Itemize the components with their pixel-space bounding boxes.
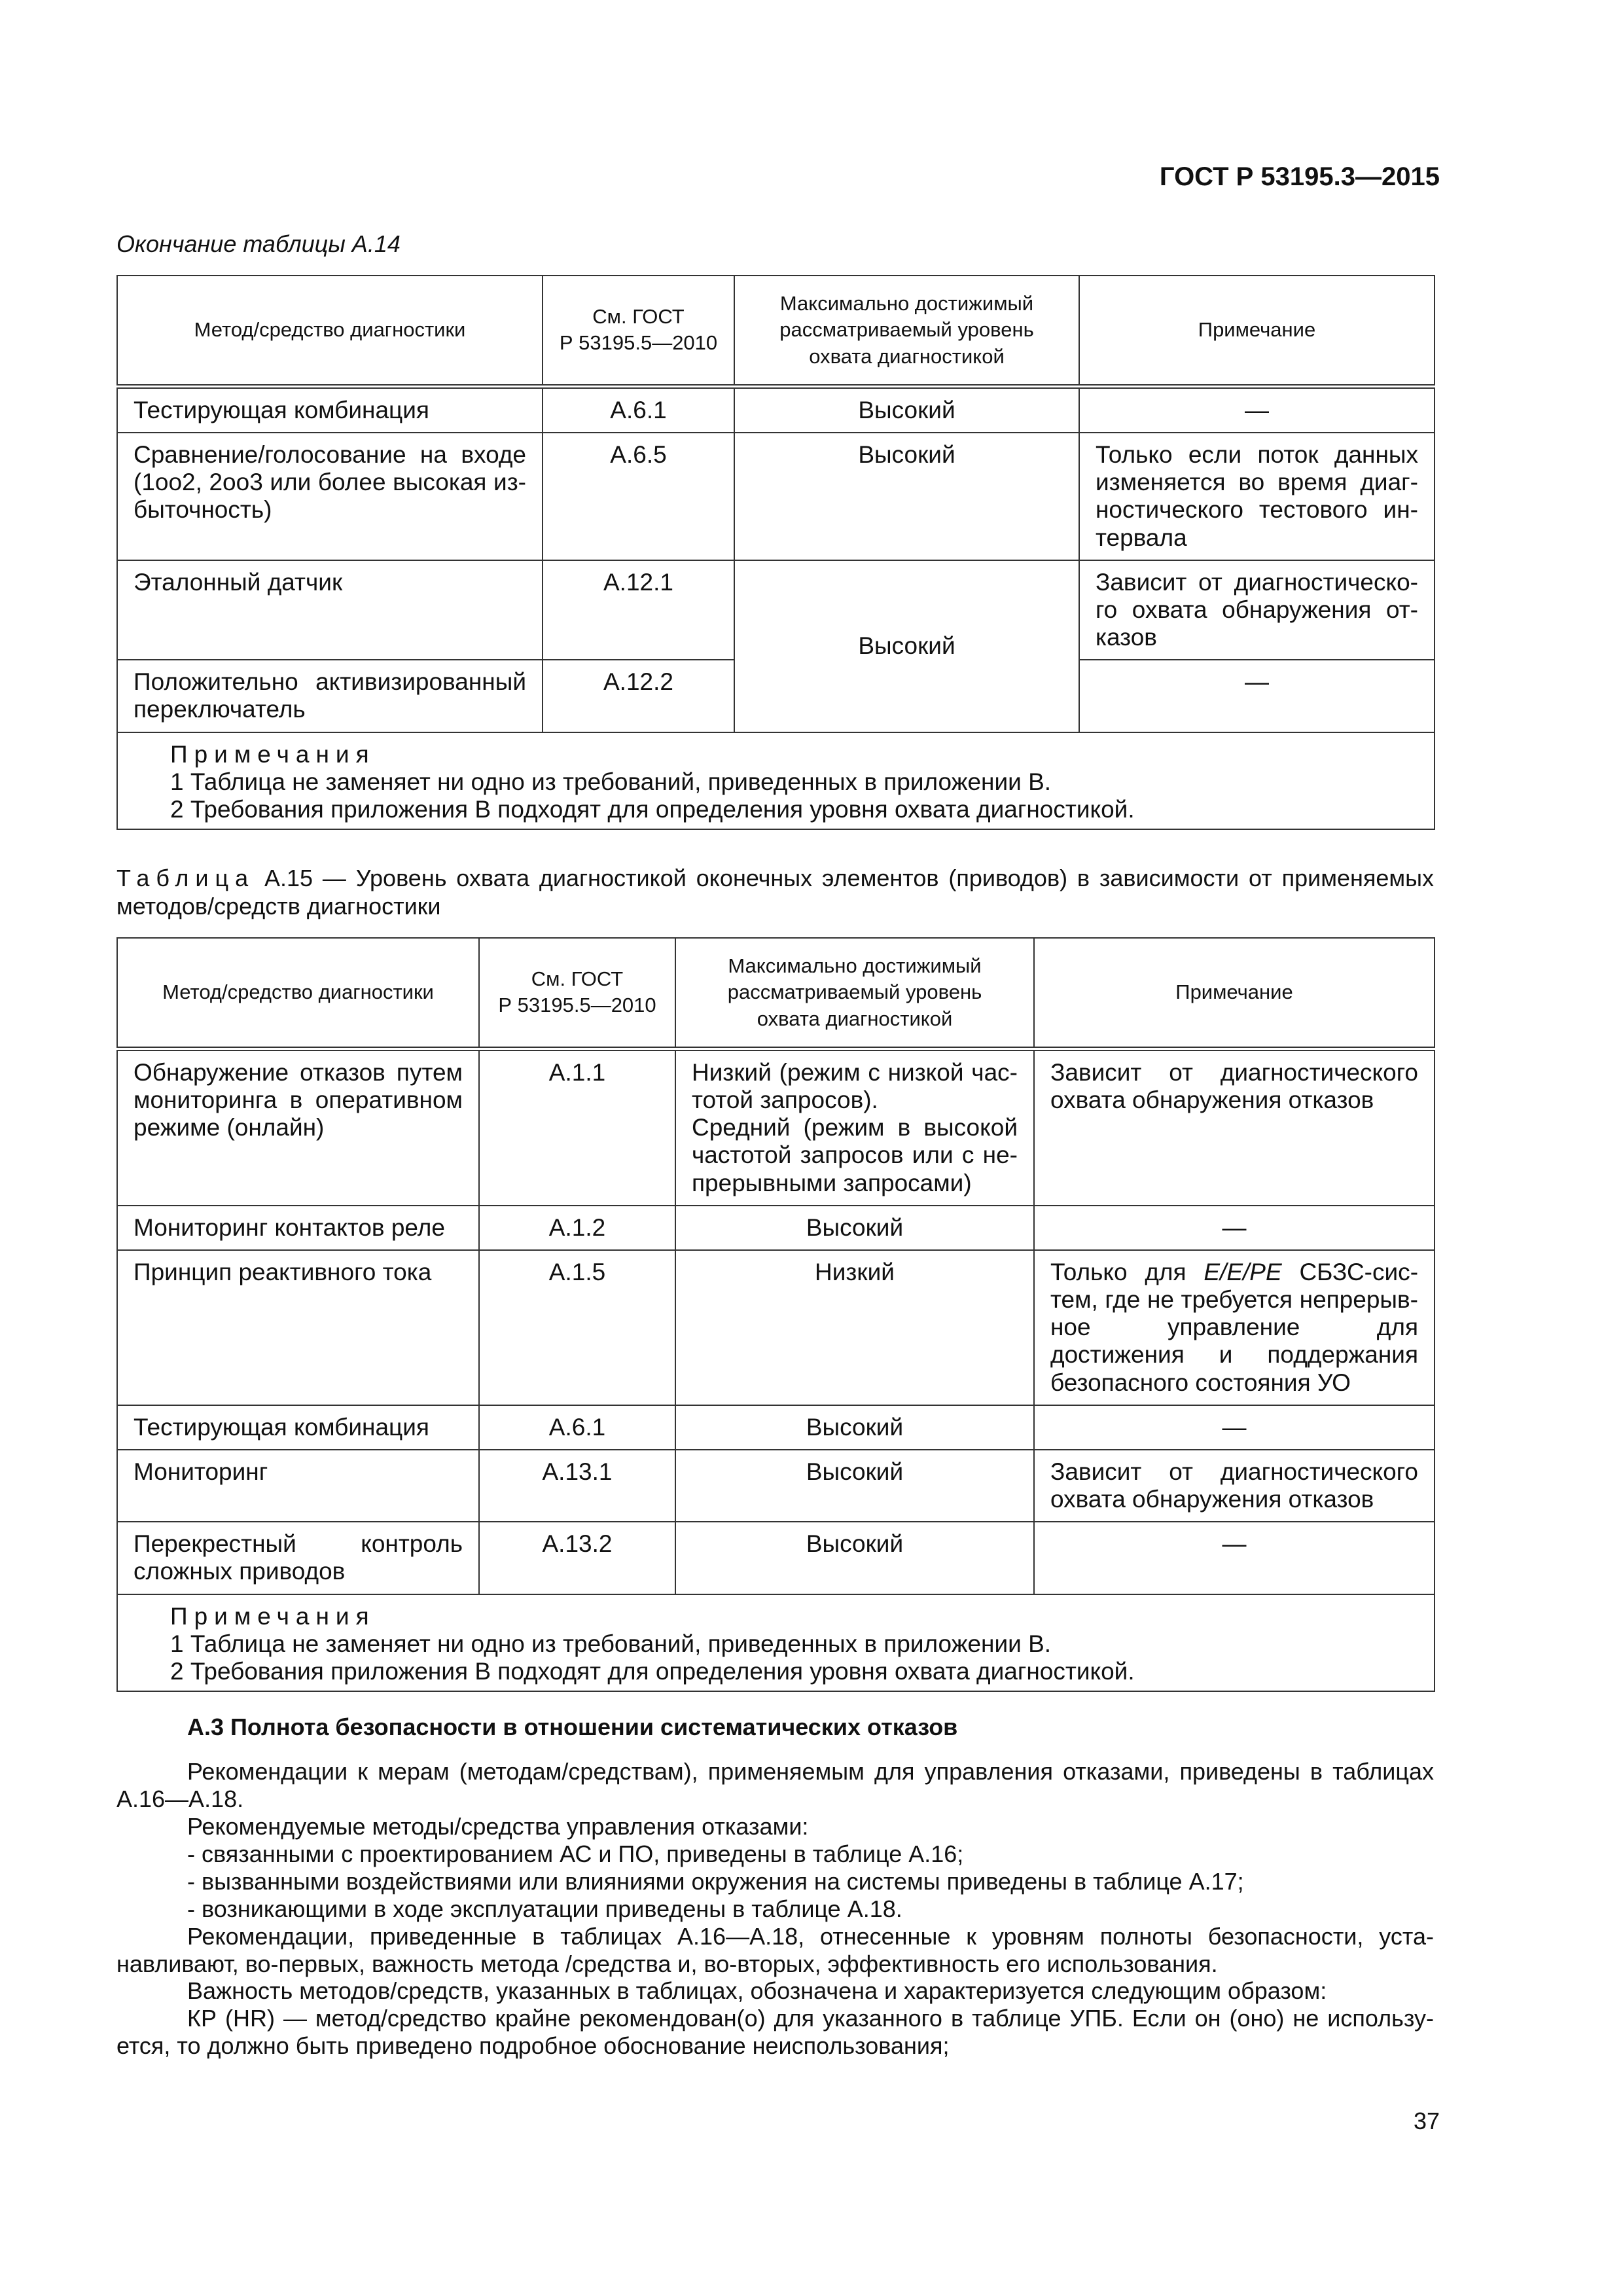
notes-title: Примечания: [170, 740, 376, 768]
cell-reference: А.12.2: [543, 660, 734, 732]
cell-reference: А.1.2: [479, 1206, 675, 1250]
cell-note: Только для Е/Е/РЕ СБЗС-систем, где не требуется непрерывное управление для достижения и поддержания безопасного состояния УО: [1034, 1250, 1435, 1405]
cell-level: Высокий: [675, 1522, 1034, 1594]
cell-note: —: [1034, 1522, 1435, 1594]
cell-level: Высокий: [675, 1206, 1034, 1250]
cell-note: Зависит от диагностического охвата обнаружения отказов: [1079, 560, 1435, 660]
table-notes-row: [117, 1594, 1435, 1692]
column-header-note: Примечание: [1079, 276, 1435, 386]
table-row: [117, 1450, 1435, 1522]
cell-method: Мониторинг: [117, 1450, 479, 1522]
cell-method: Тестирующая комбинация: [117, 386, 543, 433]
cell-reference: А.13.2: [479, 1522, 675, 1594]
cell-level: Низкий (режим с низкой частотой запросов). Средний (режим в высокой частотой запросов или с непрерывными запросами): [675, 1049, 1034, 1205]
cell-level: Высокий: [675, 1405, 1034, 1450]
paragraph: Рекомендации, приведенные в таблицах А.16—А.18, отнесенные к уровням полноты безопасности, устанавливают, во-первых, важность метода /средства и, во-вторых, эффективность его использования.: [116, 1922, 1434, 1977]
cell-note: Зависит от диагностического охвата обнаружения отказов: [1034, 1450, 1435, 1522]
paragraph: Рекомендуемые методы/средства управления отказами:: [187, 1812, 809, 1840]
table-header-row: [117, 276, 1435, 386]
cell-level-merged: Высокий: [734, 560, 1079, 732]
paragraph: Важность методов/средств, указанных в таблицах, обозначена и характеризуется следующим образом:: [187, 1977, 1327, 2005]
table-row: [117, 1250, 1435, 1405]
table-notes: [117, 732, 1435, 830]
cell-reference: А.6.1: [479, 1405, 675, 1450]
table-row: [117, 1522, 1435, 1594]
cell-method: Положительно активизированный переключатель: [117, 660, 543, 732]
cell-level: Высокий: [734, 386, 1079, 433]
section-a3: [116, 1713, 1434, 2060]
cell-reference: А.13.1: [479, 1450, 675, 1522]
paragraph: Рекомендации к мерам (методам/средствам), применяемым для управления отказами, приведены в таблицах А.16—А.18.: [116, 1757, 1434, 1812]
column-header-note: Примечание: [1034, 938, 1435, 1049]
cell-note: Зависит от диагностического охвата обнаружения отказов: [1034, 1049, 1435, 1205]
cell-reference: А.12.1: [543, 560, 734, 660]
page-number: 37: [1413, 2108, 1440, 2134]
cell-method: Сравнение/голосование на входе (1оо2, 2оо3 или более высокая избыточность): [117, 433, 543, 560]
cell-method: Мониторинг контактов реле: [117, 1206, 479, 1250]
cell-note: —: [1079, 660, 1435, 732]
column-header-method: Метод/средство диагностики: [117, 938, 479, 1049]
cell-method: Принцип реактивного тока: [117, 1250, 479, 1405]
list-item: - возникающими в ходе эксплуатации приведены в таблице А.18.: [187, 1895, 902, 1922]
cell-note: —: [1079, 386, 1435, 433]
cell-reference: А.1.1: [479, 1049, 675, 1205]
column-header-reference: См. ГОСТ Р 53195.5—2010: [543, 276, 734, 386]
table-row: [117, 1206, 1435, 1250]
table-notes-row: [117, 732, 1435, 830]
cell-level: Низкий: [675, 1250, 1034, 1405]
column-header-method: Метод/средство диагностики: [117, 276, 543, 386]
caption-text: А.15 — Уровень охвата диагностикой оконечных элементов (приводов) в зависимости от применяемых методов/средств диагностики: [116, 865, 1434, 920]
cell-reference: А.1.5: [479, 1250, 675, 1405]
table-row: [117, 560, 1435, 660]
cell-method: Эталонный датчик: [117, 560, 543, 660]
table-a14: [116, 275, 1435, 830]
table-a15: [116, 937, 1435, 1692]
table-row: [117, 433, 1435, 560]
cell-level: Высокий: [675, 1450, 1034, 1522]
note-item: 1 Таблица не заменяет ни одно из требований, приведенных в приложении В.: [170, 768, 1052, 795]
table-row: [117, 386, 1435, 433]
cell-reference: А.6.1: [543, 386, 734, 433]
table-a15-caption: [116, 864, 1434, 920]
cell-level: Высокий: [734, 433, 1079, 560]
paragraph: КР (HR) — метод/средство крайне рекомендован(о) для указанного в таблице УПБ. Если он (оно) не используется, то должно быть приведено подробное обоснование неиспользования;: [116, 2005, 1434, 2060]
cell-method: Тестирующая комбинация: [117, 1405, 479, 1450]
table-continuation-caption: Окончание таблицы А.14: [116, 230, 401, 257]
column-header-level: Максимально достижимый рассматриваемый уровень охвата диагностикой: [675, 938, 1034, 1049]
cell-method: Перекрестный контроль сложных приводов: [117, 1522, 479, 1594]
list-item: - вызванными воздействиями или влияниями окружения на системы приведены в таблице А.17;: [187, 1867, 1244, 1895]
cell-method: Обнаружение отказов путем мониторинга в оперативном режиме (онлайн): [117, 1049, 479, 1205]
table-row: [117, 1405, 1435, 1450]
cell-note: Только если поток данных изменяется во время диагностического тестового интервала: [1079, 433, 1435, 560]
note-item: 1 Таблица не заменяет ни одно из требований, приведенных в приложении В.: [170, 1630, 1052, 1657]
note-item: 2 Требования приложения В подходят для определения уровня охвата диагностикой.: [170, 1657, 1135, 1685]
column-header-reference: См. ГОСТ Р 53195.5—2010: [479, 938, 675, 1049]
cell-note: —: [1034, 1206, 1435, 1250]
cell-note: —: [1034, 1405, 1435, 1450]
note-item: 2 Требования приложения В подходят для определения уровня охвата диагностикой.: [170, 795, 1135, 823]
document-code: ГОСТ Р 53195.3—2015: [1159, 162, 1440, 191]
caption-label: Таблица: [116, 865, 255, 891]
table-notes: [117, 1594, 1435, 1692]
column-header-level: Максимально достижимый рассматриваемый уровень охвата диагностикой: [734, 276, 1079, 386]
list-item: - связанными с проектированием АС и ПО, приведены в таблице А.16;: [187, 1840, 964, 1867]
notes-title: Примечания: [170, 1602, 376, 1630]
table-row: [117, 1049, 1435, 1205]
cell-reference: А.6.5: [543, 433, 734, 560]
section-title: А.3 Полнота безопасности в отношении систематических отказов: [187, 1713, 958, 1740]
table-header-row: [117, 938, 1435, 1049]
